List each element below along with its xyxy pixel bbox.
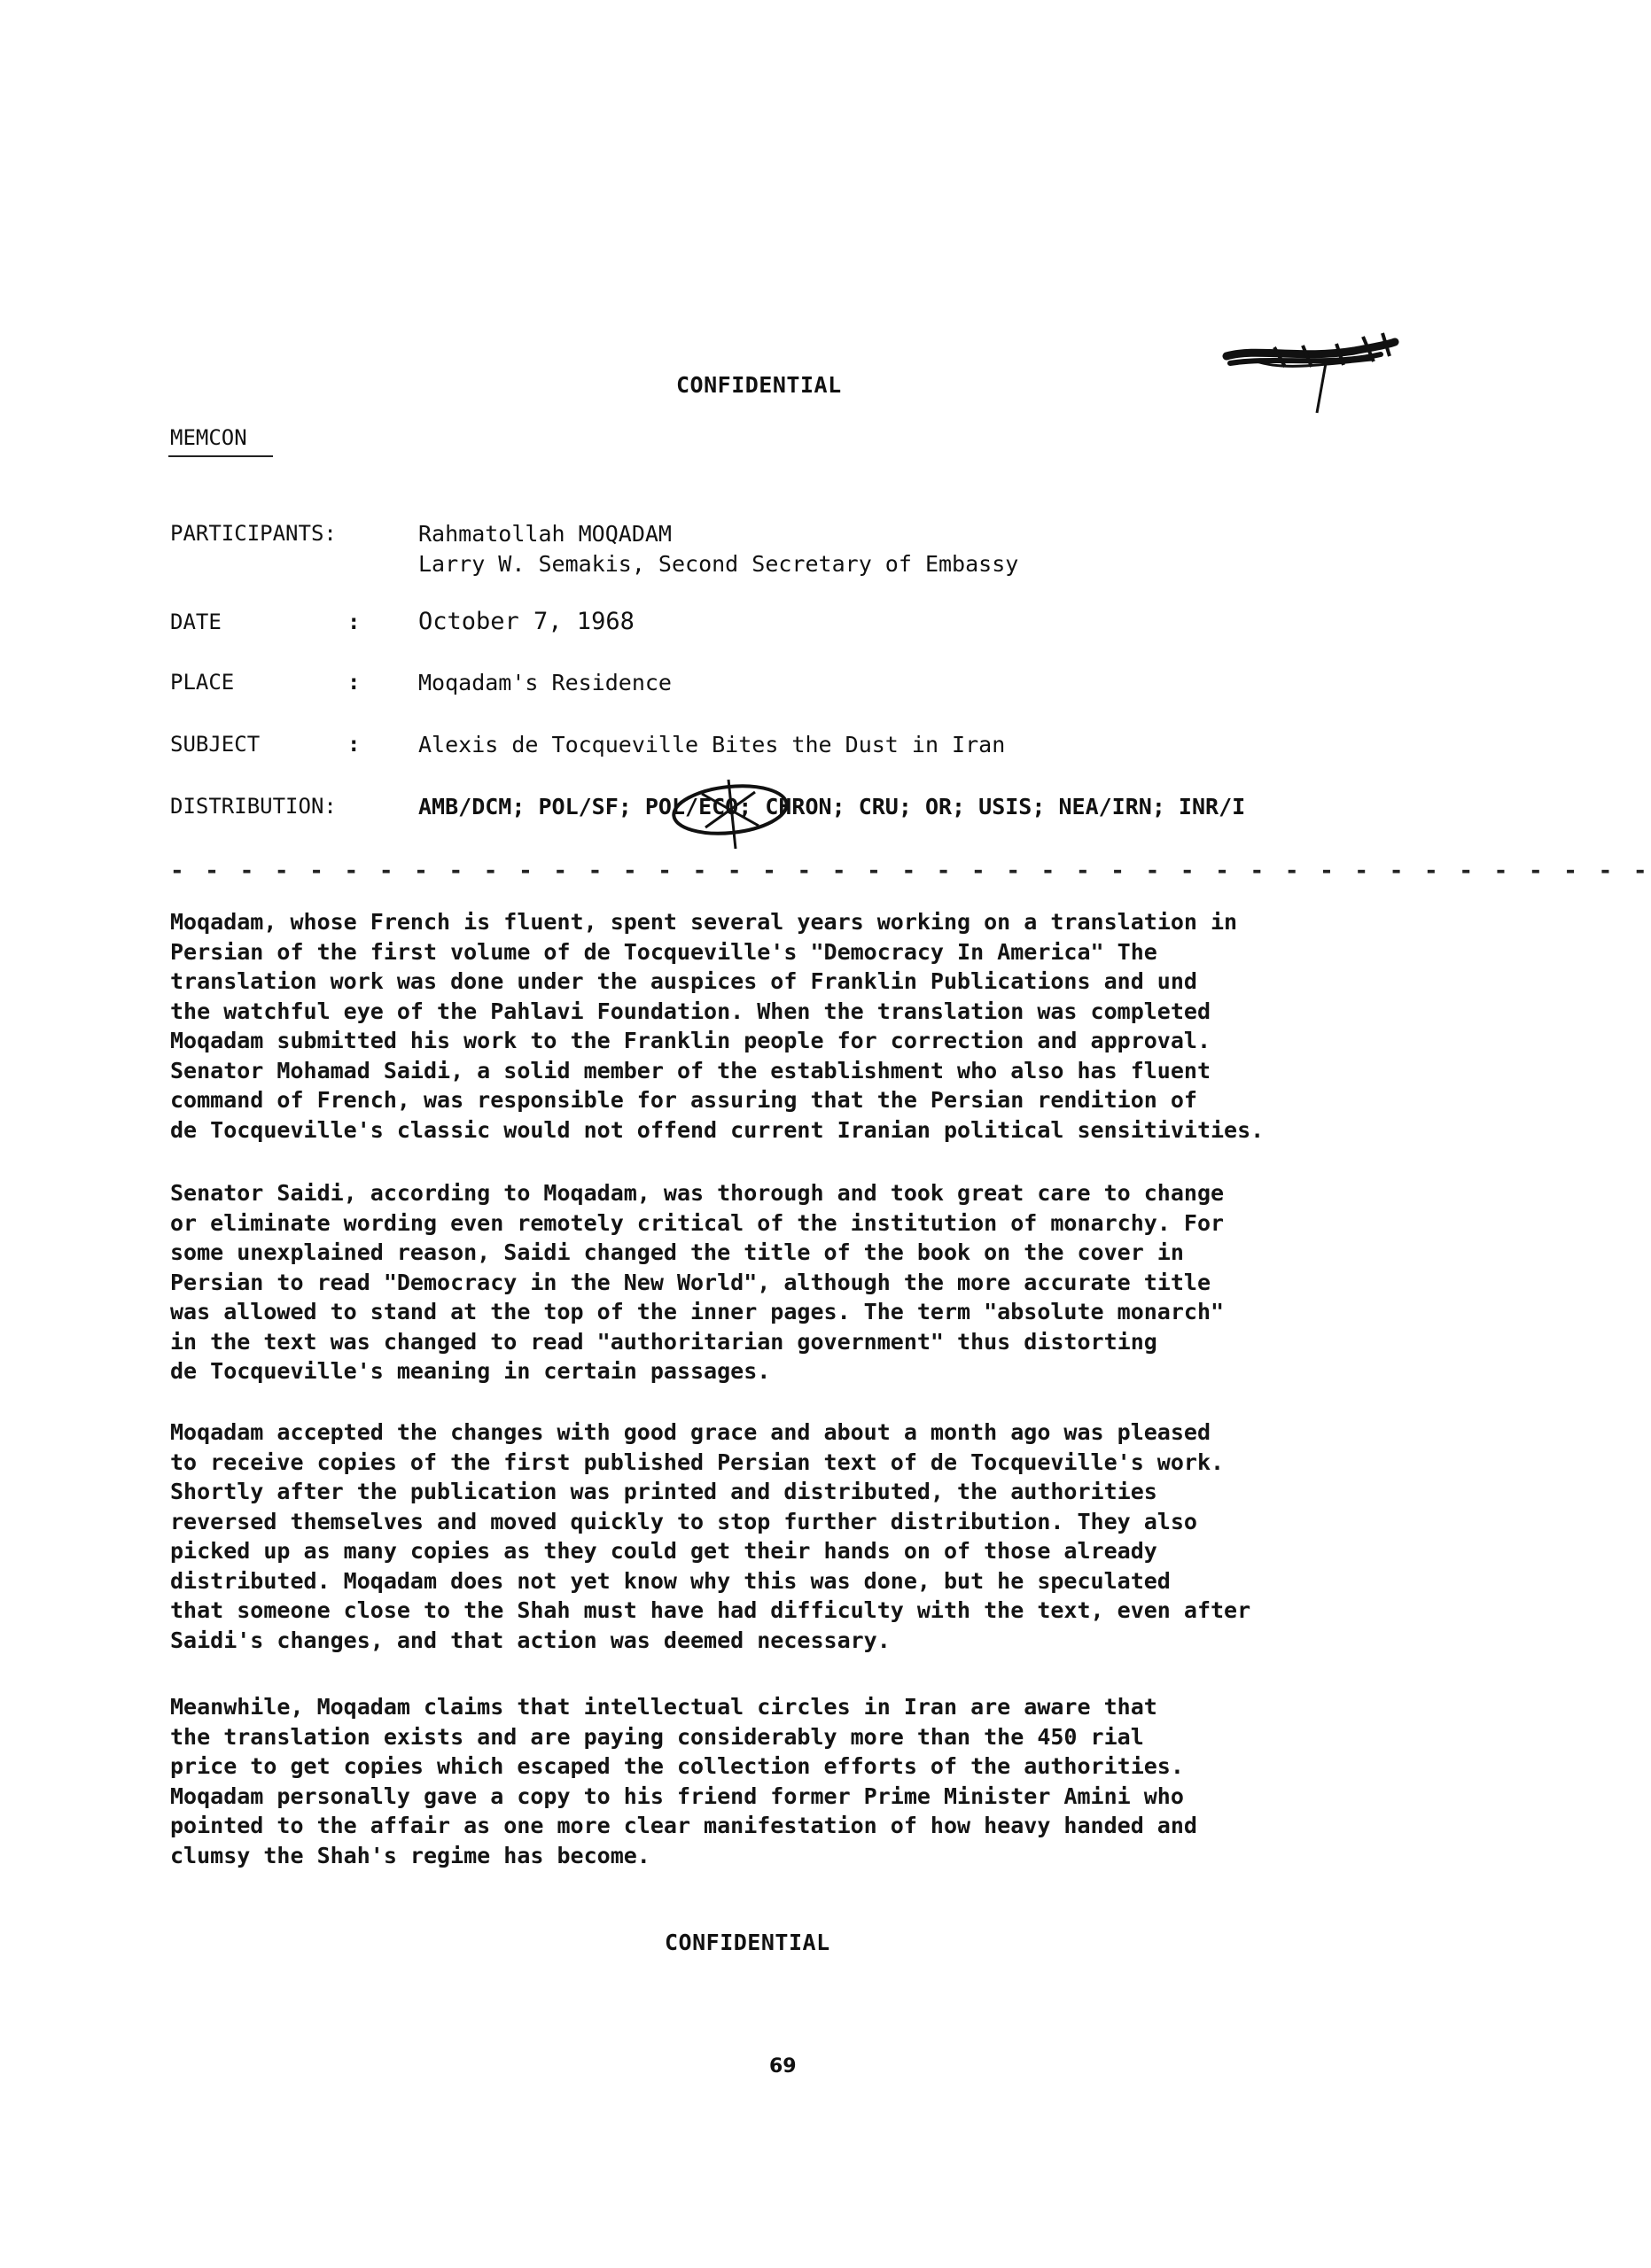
place-colon: : [347,670,361,695]
place-value: Moqadam's Residence [418,670,672,695]
classification-footer: CONFIDENTIAL [665,1930,830,1955]
body-paragraph-4: Meanwhile, Moqadam claims that intellectual circles in Iran are aware that the translation exists and are paying considerably more than the 450 rial price to get copies which escaped the collection efforts of the authorities. Moqadam personally gave a copy to his friend former Prime Minister Amini who pointed to the affair as one more clear manifestation of how heavy handed and clumsy the Shah's regime has become. [170,1694,1197,1868]
date-colon: : [347,610,361,634]
body-paragraph-3: Moqadam accepted the changes with good grace and about a month ago was pleased to receive copies of the first published Persian text of de Tocqueville's work. Shortly after the publication was printed and distributed, the authorities reversed themselves and moved quickly to stop further distribution. They also picked up as many copies as they could get their hands on of those already distributed. Moqadam does not yet know why this was done, but he speculated that someone close to the Shah must have had difficulty with the text, even after Saidi's changes, and that action was deemed necessary. [170,1419,1251,1653]
distribution-label: DISTRIBUTION: [170,794,337,819]
subject-colon: : [347,732,361,757]
body-paragraph-1: Moqadam, whose French is fluent, spent several years working on a translation in Persian of the first volume of de Tocqueville's "Democracy In America" The translation work was done under the auspices of Franklin Publications and und the watchful eye of the Pahlavi Foundation. When the translation was completed Moqadam submitted his work to the Franklin people for correction and approval. Senator Mohamad Saidi, a solid member of the establishment who also has fluent command of French, was responsible for assuring that the Persian rendition of de Tocqueville's classic would not offend current Iranian political sensitivities. [170,909,1265,1143]
participant-2: Larry W. Semakis, Second Secretary of Embassy [418,551,1019,577]
circled-annotation-icon [666,774,799,854]
date-label: DATE [170,610,222,634]
body-paragraph-2: Senator Saidi, according to Moqadam, was thorough and took great care to change or eliminate wording even remotely critical of the institution of monarchy. For some unexplained reason, Saidi changed the title of the book on the cover in Persian to read "Democracy in the New World", although the more accurate title was allowed to stand at the top of the inner pages. The term "absolute monarch" in the text was changed to read "authoritarian government" thus distorting de Tocqueville's meaning in certain passages. [170,1180,1225,1384]
page-number: 69 [769,2055,797,2078]
participants-label: PARTICIPANTS: [170,521,337,546]
subject-value: Alexis de Tocqueville Bites the Dust in Iran [418,732,1006,757]
subject-label: SUBJECT [170,732,261,757]
distribution-value: AMB/DCM; POL/SF; POL/ECO; CHRON; CRU; OR; USIS; NEA/IRN; INR/I [418,794,1246,819]
classification-header: CONFIDENTIAL [676,372,842,398]
redaction-scribble-icon [1221,321,1398,418]
doc-type-label: MEMCON [170,425,247,450]
participant-1: Rahmatollah MOQADAM [418,521,672,547]
doc-type-underline [168,455,273,457]
place-label: PLACE [170,670,235,695]
date-value: October 7, 1968 [418,608,635,635]
separator-line: - - - - - - - - - - - - - - - - - - - - - - - - - - - - - - - - - - - - - - - - - - - [170,858,1651,884]
